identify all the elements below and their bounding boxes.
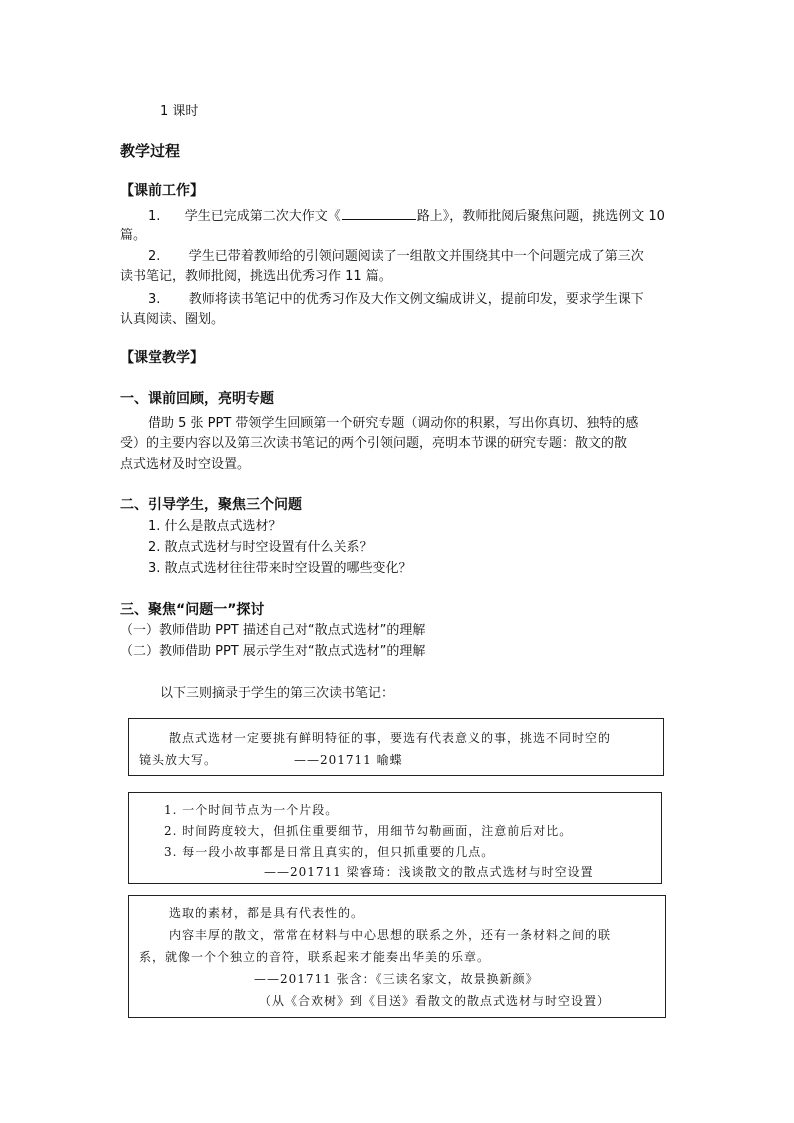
- item-text-a: 学生已完成第二次大作文《: [184, 209, 341, 224]
- excerpt-2-item-1: 1. 一个时间节点为一个片段。: [164, 803, 339, 817]
- section-2-title: 二、引导学生，聚焦三个问题: [120, 497, 302, 513]
- excerpt-3-signature: ——201711 张含：《三读名家文，故景换新颜》: [254, 972, 539, 986]
- process-title: 教学过程: [120, 142, 181, 160]
- excerpt-3-line-3: 系，就像一个个独立的音符，联系起来才能奏出华美的乐章。: [139, 950, 491, 964]
- section-3-title: 三、聚焦“问题一”探讨: [120, 602, 265, 618]
- pre-class-heading: 【课前工作】: [120, 183, 204, 199]
- pre-class-item-3-cont: 认真阅读、圈划。: [120, 312, 225, 327]
- excerpt-1-line-2: 镜头放大写。: [139, 753, 218, 767]
- excerpt-3-source: （从《合欢树》到《目送》看散文的散点式选材与时空设置）: [259, 994, 611, 1008]
- excerpt-3-line-1: 选取的素材，都是具有代表性的。: [169, 906, 365, 920]
- section-3-sub-1: （一）教师借助 PPT 描述自己对“散点式选材”的理解: [120, 623, 426, 638]
- item-text-b: 路上》，教师批阅后聚焦问题，挑选例文 10: [416, 209, 665, 224]
- item-text: 教师将读书笔记中的优秀习作及大作文例文编成讲义，提前印发，要求学生课下: [188, 292, 644, 307]
- item-number: 1.: [148, 209, 161, 224]
- excerpt-box-3: [128, 895, 666, 1018]
- section-1-title: 一、课前回顾，亮明专题: [120, 391, 274, 407]
- excerpt-1-signature: ——201711 喻蝶: [294, 753, 403, 767]
- excerpt-intro: 以下三则摘录于学生的第三次读书笔记：: [160, 686, 395, 701]
- section-3-sub-2: （二）教师借助 PPT 展示学生对“散点式选材”的理解: [120, 644, 426, 659]
- question-3: 3. 散点式选材往往带来时空设置的哪些变化？: [148, 561, 412, 576]
- excerpt-3-line-2: 内容丰厚的散文，常常在材料与中心思想的联系之外，还有一条材料之间的联: [169, 928, 612, 942]
- item-number: 2.: [148, 249, 161, 264]
- item-text: 学生已带着教师给的引领问题阅读了一组散文并围绕其中一个问题完成了第三次: [188, 249, 644, 264]
- excerpt-1-line-1: 散点式选材一定要挑有鲜明特征的事，要选有代表意义的事，挑选不同时空的: [169, 731, 612, 745]
- class-period: 1 课时: [160, 104, 199, 119]
- question-1: 1. 什么是散点式选材？: [148, 519, 282, 534]
- class-teaching-heading: 【课堂教学】: [120, 350, 204, 366]
- section-1-line-2: 受）的主要内容以及第三次读书笔记的两个引领问题，亮明本节课的研究专题：散文的散: [120, 436, 628, 451]
- excerpt-box-1: [128, 718, 664, 776]
- item-number: 3.: [148, 292, 161, 307]
- excerpt-2-item-2: 2. 时间跨度较大，但抓住重要细节，用细节勾勒画面，注意前后对比。: [164, 824, 573, 838]
- excerpt-2-item-3: 3. 每一段小故事都是日常且真实的，但只抓重要的几点。: [164, 845, 495, 859]
- section-1-line-3: 点式选材及时空设置。: [120, 457, 251, 472]
- section-1-line-1: 借助 5 张 PPT 带领学生回顾第一个研究专题（调动你的积累，写出你真切、独特的感: [148, 416, 639, 431]
- title-blank: [342, 207, 416, 220]
- pre-class-item-3: [148, 288, 644, 307]
- pre-class-item-1: [148, 205, 665, 224]
- excerpt-box-2: [128, 792, 662, 884]
- pre-class-item-2-cont: 读书笔记，教师批阅，挑选出优秀习作 11 篇。: [120, 269, 392, 284]
- pre-class-item-2: [148, 245, 644, 264]
- excerpt-2-signature: ——201711 梁睿琦：浅谈散文的散点式选材与时空设置: [264, 865, 594, 879]
- question-2: 2. 散点式选材与时空设置有什么关系？: [148, 540, 373, 555]
- pre-class-item-1-cont: 篇。: [120, 228, 147, 243]
